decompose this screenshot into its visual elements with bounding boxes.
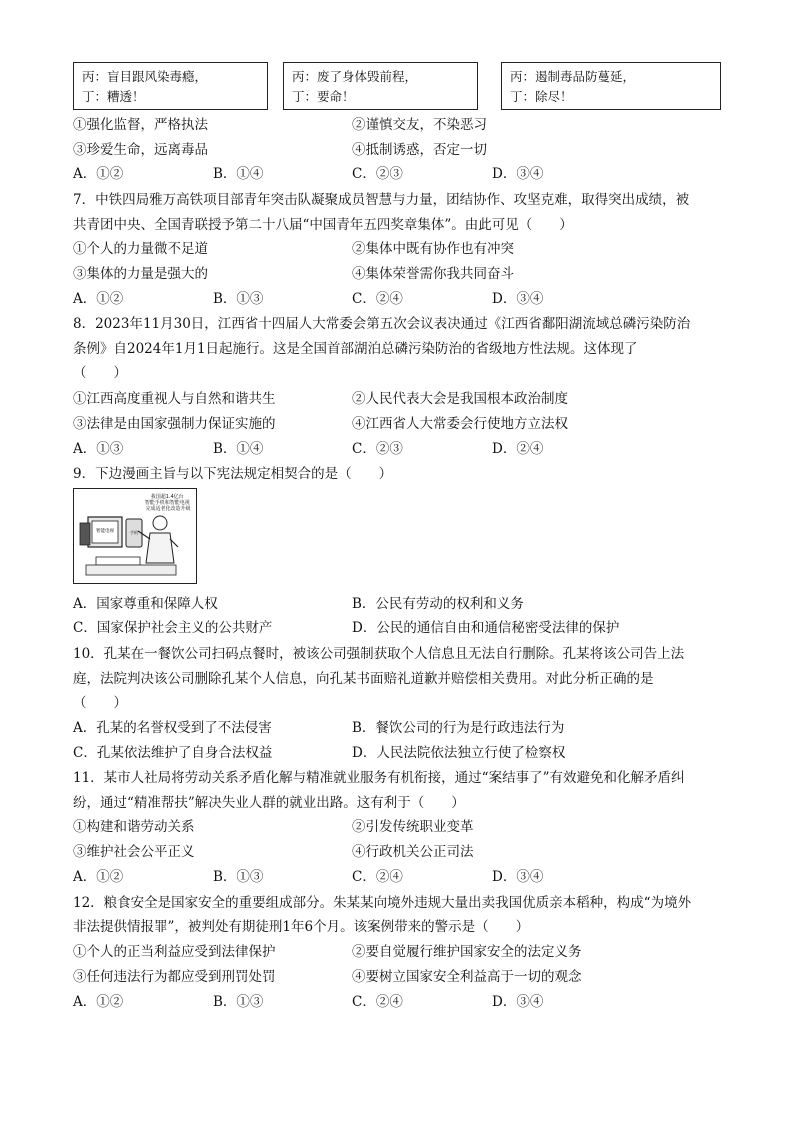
q12-option-b[interactable]: B．①③ [213, 994, 264, 1010]
q6-item-1: ①强化监督，严格执法 [73, 117, 208, 133]
q9-option-d[interactable]: D．公民的通信自由和通信秘密受法律的保护 [352, 620, 620, 636]
q6-option-b[interactable]: B．①④ [213, 166, 264, 182]
cartoon-drawing [74, 489, 195, 582]
q11-option-b[interactable]: B．①③ [213, 869, 264, 885]
q7-stem: 共青团中央、全国青联授予第二十八届“中国青年五四奖章集体”。由此可见（ ） [73, 217, 573, 233]
q12-option-a[interactable]: A．①② [73, 994, 124, 1010]
q7-item-3: ③集体的力量是强大的 [73, 266, 208, 282]
q9-option-a[interactable]: A．国家尊重和保障人权 [73, 596, 218, 612]
q12-item-1: ①个人的正当利益应受到法律保护 [73, 944, 276, 960]
q10-stem: （ ） [73, 695, 127, 711]
q11-option-a[interactable]: A．①② [73, 869, 124, 885]
q10-option-b[interactable]: B．餐饮公司的行为是行政违法行为 [352, 720, 565, 736]
q10-option-a[interactable]: A．孔某的名誉权受到了不法侵害 [73, 720, 272, 736]
q11-stem: 纷，通过“精准帮扶”解决失业人群的就业出路。这有利于（ ） [73, 795, 465, 811]
q6-item-4: ④抵制诱惑，否定一切 [352, 142, 487, 158]
speech-box-line: 丁：除尽！ [510, 89, 573, 104]
q10-stem: 10．孔某在一餐饮公司扫码点餐时，被该公司强制获取个人信息且无法自行删除。孔某将该公司告上法 [73, 646, 685, 662]
q6-option-a[interactable]: A．①② [73, 166, 124, 182]
q12-option-d[interactable]: D．③④ [492, 994, 544, 1010]
q6-item-2: ②谨慎交友，不染恶习 [352, 117, 487, 133]
speech-box-line: 丙：遏制毒品防蔓延， [510, 69, 636, 84]
q8-option-b[interactable]: B．①④ [213, 441, 264, 457]
q7-item-2: ②集体中既有协作也有冲突 [352, 241, 514, 257]
q7-option-b[interactable]: B．①③ [213, 291, 264, 307]
q8-item-2: ②人民代表大会是我国根本政治制度 [352, 391, 568, 407]
q11-option-c[interactable]: C．②④ [352, 869, 403, 885]
q8-item-1: ①江西高度重视人与自然和谐共生 [73, 391, 276, 407]
q8-item-3: ③法律是由国家强制力保证实施的 [73, 416, 276, 432]
q12-option-c[interactable]: C．②④ [352, 994, 403, 1010]
q7-item-1: ①个人的力量微不足道 [73, 241, 208, 257]
cartoon-tv-label: 智能电视 [96, 529, 114, 534]
q12-item-4: ④要树立国家安全利益高于一切的观念 [352, 969, 582, 985]
cartoon-image [73, 488, 197, 584]
q7-item-4: ④集体荣誉需你我共同奋斗 [352, 266, 514, 282]
speech-box-2 [283, 62, 478, 110]
q12-item-3: ③任何违法行为都应受到刑罚处罚 [73, 969, 276, 985]
q9-option-c[interactable]: C．国家保护社会主义的公共财产 [73, 620, 273, 636]
cartoon-caption: 我国超1.4亿台 智能手机和智能电视 完成适老化改造升级 [144, 494, 191, 512]
q6-item-3: ③珍爱生命，远离毒品 [73, 142, 208, 158]
q9-stem: 9．下边漫画主旨与以下宪法规定相契合的是（ ） [73, 466, 393, 482]
cartoon-platform [86, 565, 176, 575]
q8-stem: 条例》自2024年1月1日起施行。这是全国首部湖泊总磷污染防治的省级地方性法规。这体现了 [73, 341, 638, 357]
q11-item-3: ③维护社会公平正义 [73, 844, 195, 860]
q10-option-d[interactable]: D．人民法院依法独立行使了检察权 [352, 745, 566, 761]
q8-stem: （ ） [73, 365, 127, 381]
q11-item-2: ②引发传统职业变革 [352, 819, 474, 835]
speech-box-line: 丙：盲目跟风染毒瘾， [82, 69, 208, 84]
q10-option-c[interactable]: C．孔某依法维护了自身合法权益 [73, 745, 273, 761]
q11-item-1: ①构建和谐劳动关系 [73, 819, 195, 835]
q7-option-a[interactable]: A．①② [73, 291, 124, 307]
q8-item-4: ④江西省人大常委会行使地方立法权 [352, 416, 568, 432]
q8-option-c[interactable]: C．②③ [352, 441, 403, 457]
speech-box-1 [73, 62, 268, 110]
q8-option-a[interactable]: A．①③ [73, 441, 124, 457]
q6-option-d[interactable]: D．③④ [492, 166, 544, 182]
q10-stem: 庭，法院判决该公司删除孔某个人信息，向孔某书面赔礼道歉并赔偿相关费用。对此分析正确的是 [73, 671, 654, 687]
speech-box-3 [501, 62, 721, 110]
q12-stem: 12．粮食安全是国家安全的重要组成部分。朱某某向境外违规大量出卖我国优质亲本稻种，构成“为境外 [73, 895, 692, 911]
speech-box-line: 丁：糟透！ [82, 89, 145, 104]
q7-option-d[interactable]: D．③④ [492, 291, 544, 307]
cartoon-phone-label: 手机 [130, 530, 138, 535]
q9-option-b[interactable]: B．公民有劳动的权利和义务 [352, 596, 524, 612]
q12-item-2: ②要自觉履行维护国家安全的法定义务 [352, 944, 582, 960]
q11-item-4: ④行政机关公正司法 [352, 844, 474, 860]
q11-stem: 11．某市人社局将劳动关系矛盾化解与精准就业服务有机衔接，通过“案结事了”有效避免和化解矛盾纠 [73, 770, 685, 786]
q11-option-d[interactable]: D．③④ [492, 869, 544, 885]
q8-stem: 8．2023年11月30日，江西省十四届人大常委会第五次会议表决通过《江西省鄱阳湖流域总磷污染防治 [73, 316, 691, 332]
q12-stem: 非法提供情报罪”，被判处有期徒刑1年6个月。该案例带来的警示是（ ） [73, 919, 530, 935]
q6-option-c[interactable]: C．②③ [352, 166, 403, 182]
speech-box-line: 丁：要命！ [292, 89, 355, 104]
speech-box-line: 丙：废了身体毁前程， [292, 69, 418, 84]
person-head [153, 516, 167, 530]
q7-option-c[interactable]: C．②④ [352, 291, 403, 307]
q8-option-d[interactable]: D．②④ [492, 441, 544, 457]
q7-stem: 7．中铁四局雅万高铁项目部青年突击队凝聚成员智慧与力量，团结协作、攻坚克难，取得突出成绩，被 [73, 192, 690, 208]
